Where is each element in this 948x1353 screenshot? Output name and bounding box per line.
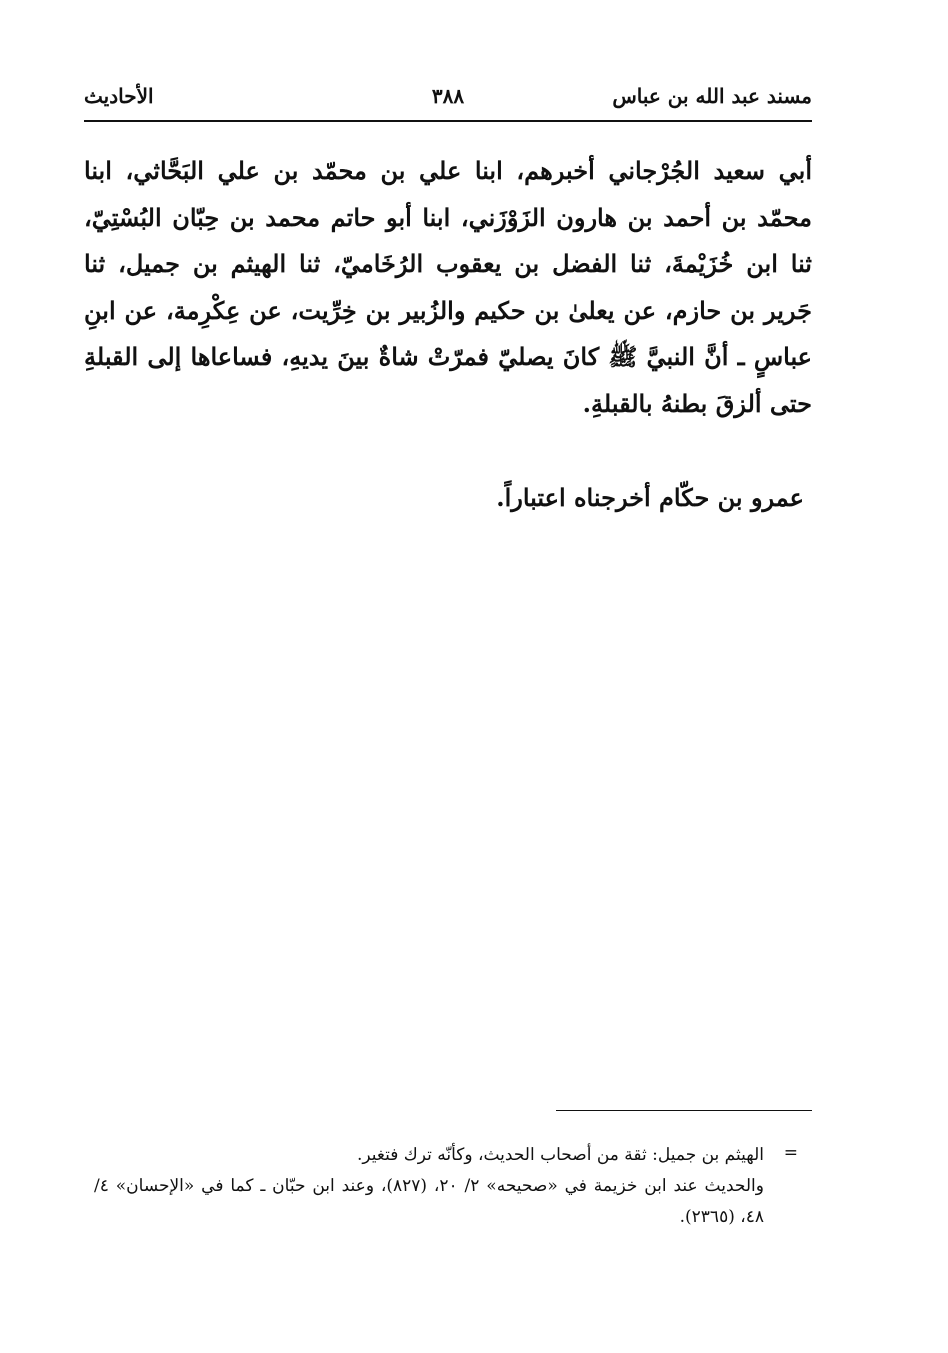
page-number: ٣٨٨ [431,84,465,108]
footnote-continuation-marker: = [783,1143,798,1163]
hadith-paragraph: أبي سعيد الجُرْجاني أخبرهم، ابنا علي بن محمّد بن علي البَحَّاثي، ابنا محمّد بن أحمد بن هارون الزَوْزَني، ابنا أبو حاتم محمد بن حِبّان البُسْتِيّ، ثنا ابن خُزَيْمةَ، ثنا الفضل بن يعقوب الرُخَاميّ، ثنا الهيثم بن جميل، ثنا جَرير بن حازم، عن يعلىٰ بن حكيم والزُبير بن خِرِّيت، عن عِكْرِمة، عن ابنِ عباسٍ ـ أنَّ النبيَّ ﷺ كانَ يصليّ فمرّتْ شاةٌ بينَ يديهِ، فساعاها إلى القبلةِ حتى ألزقَ بطنهُ بالقبلةِ. [84,156,813,418]
running-head-title: مسند عبد الله بن عباس [612,84,812,108]
footnote-line-1: الهيثم بن جميل: ثقة من أصحاب الحديث، وكأنّه ترك فتغير. [356,1145,764,1165]
closing-note [364,478,864,518]
header-rule [84,120,812,122]
footnote-rule [556,1110,812,1111]
running-head [84,84,812,118]
main-text [84,148,812,427]
footnote-line-2: والحديث عند ابن خزيمة في «صحيحه» ٢/ ٢٠، (٨٢٧)، وعند ابن حبّان ـ كما في «الإحسان» ٤/ ٤٨، (٢٣٦٥). [94,1176,764,1227]
closing-text: عمرو بن حكّام أخرجناه اعتباراً. [496,483,804,512]
footnotes [94,1140,764,1233]
running-head-section: الأحاديث [84,84,154,108]
